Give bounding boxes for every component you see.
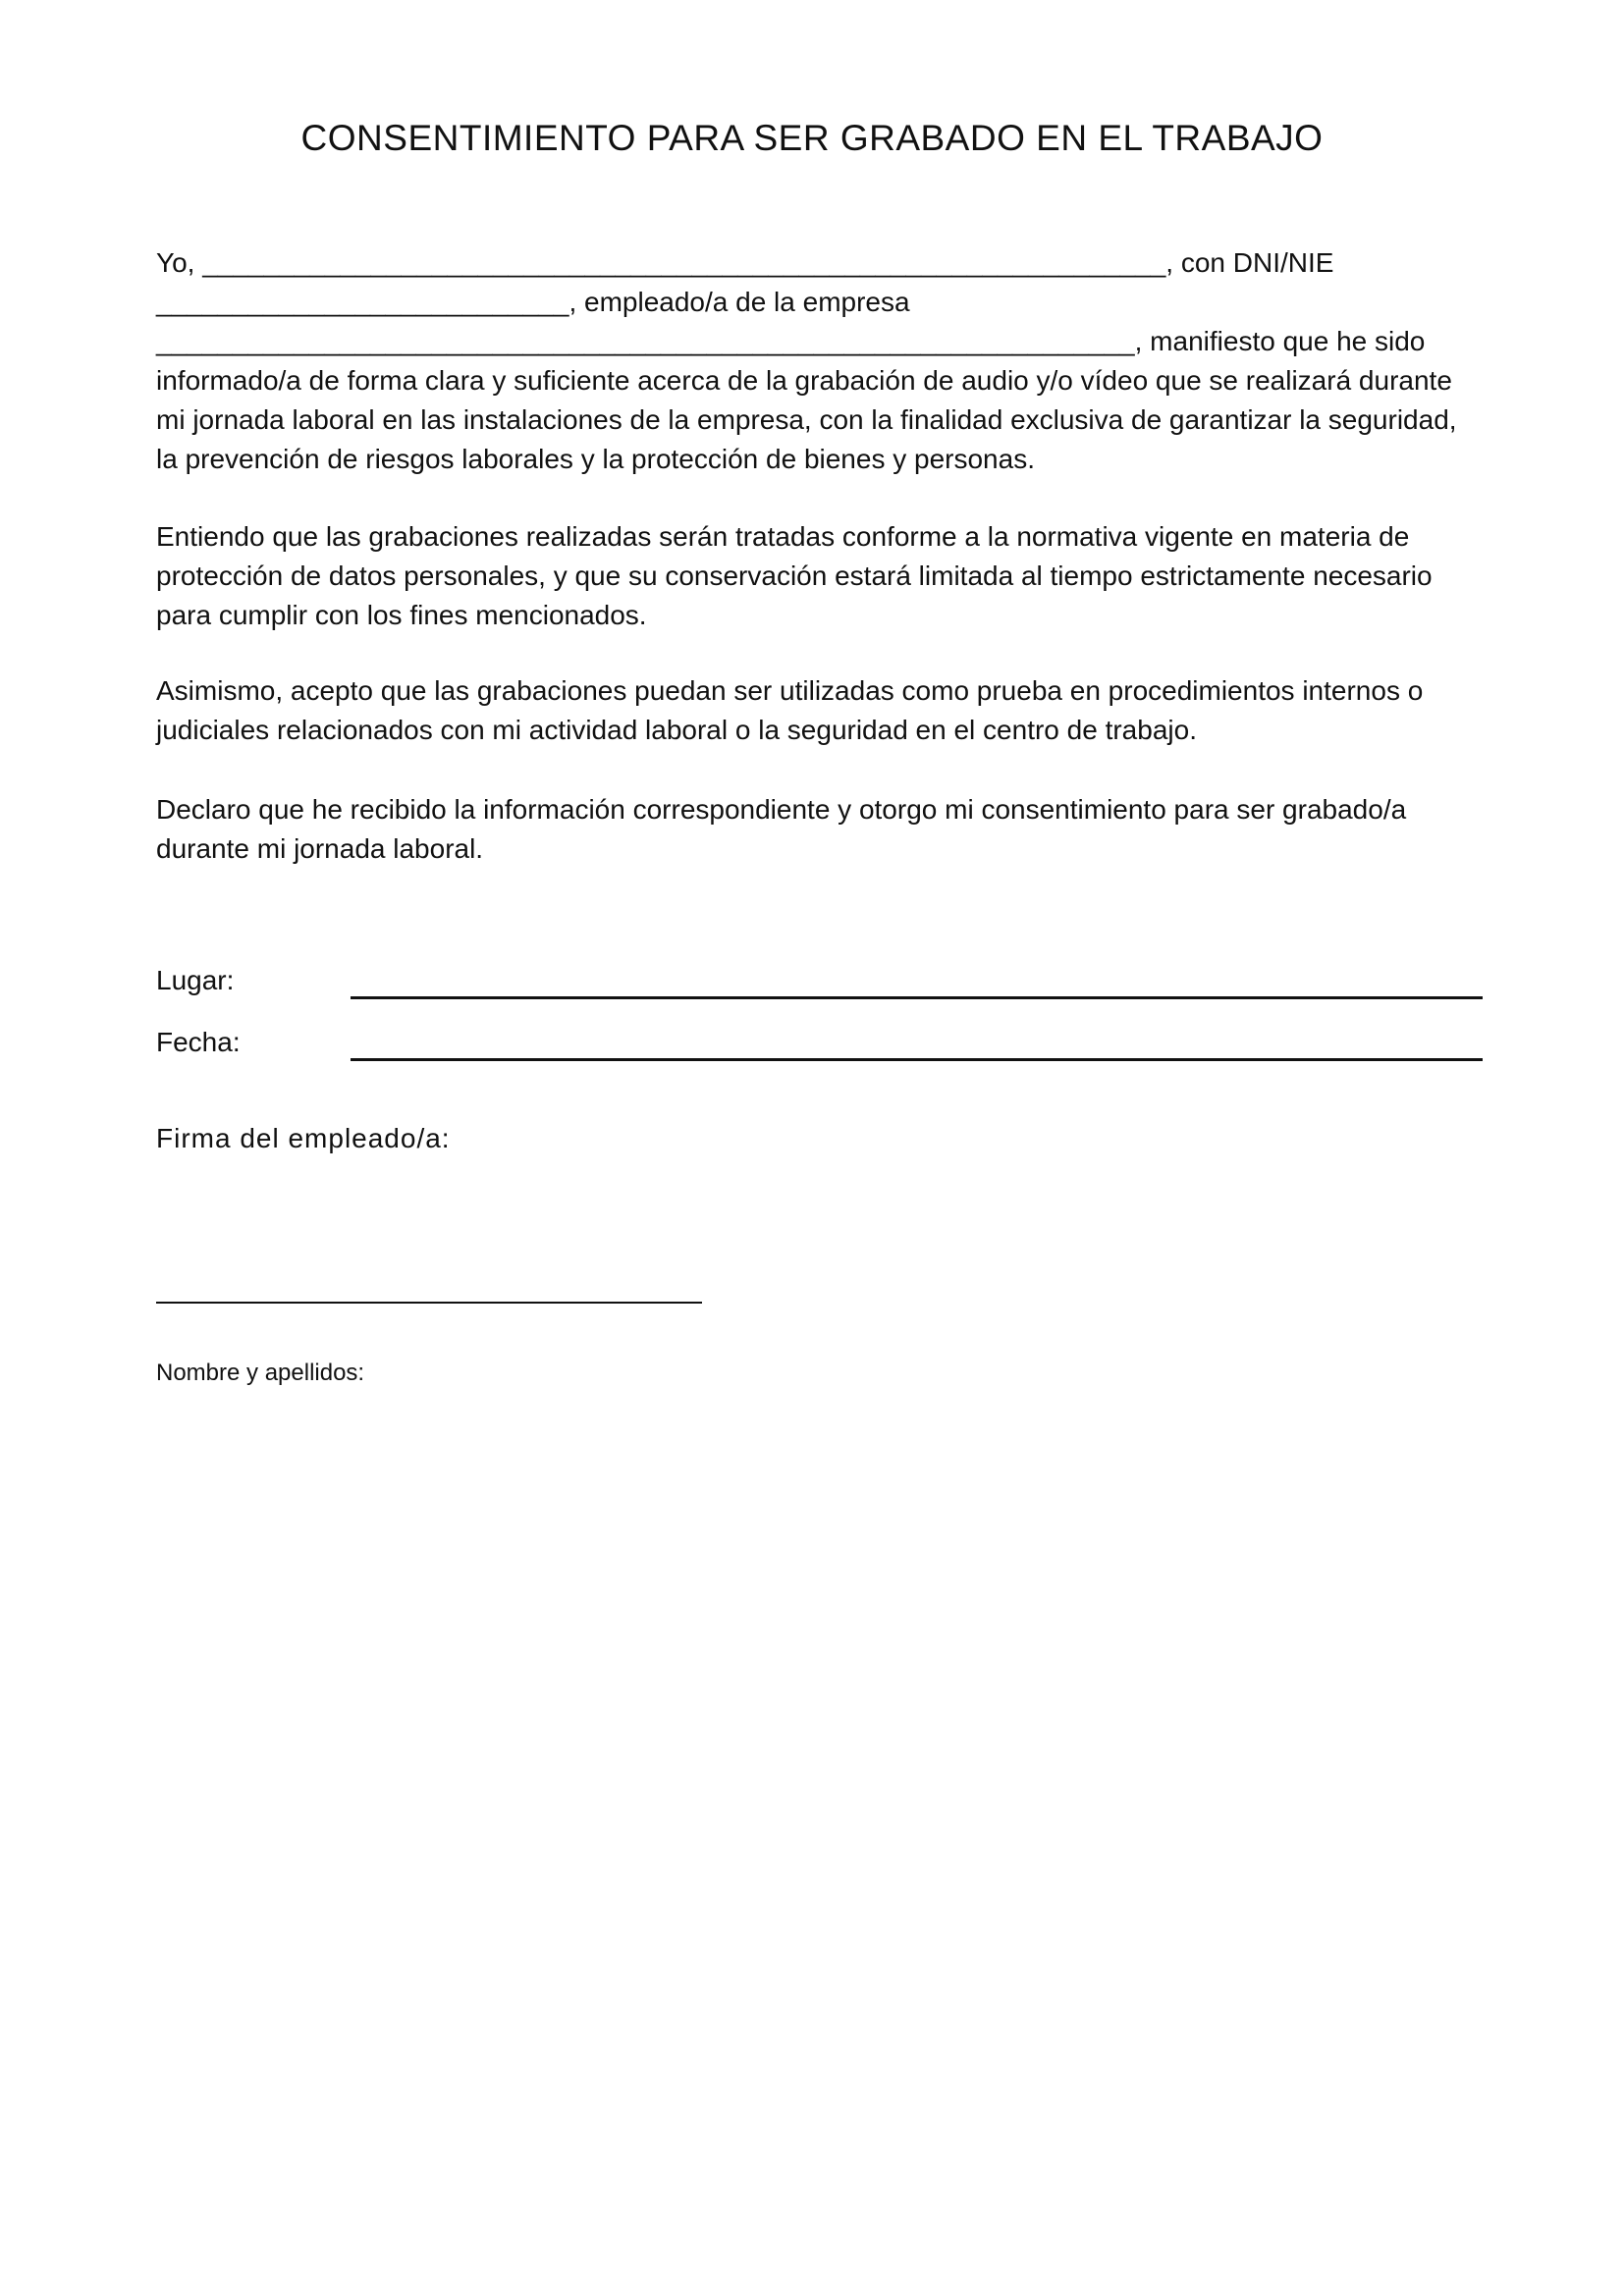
paragraph-evidence-use: Asimismo, acepto que las grabaciones puedan ser utilizadas como prueba en procedimientos internos o judiciales relacionados con mi actividad laboral o la seguridad en el centro de trabajo. (156, 675, 1424, 745)
signature-line[interactable] (156, 1302, 702, 1304)
lugar-label: Lugar: (156, 965, 235, 995)
fecha-label: Fecha: (156, 1027, 241, 1057)
document-title: CONSENTIMIENTO PARA SER GRABADO EN EL TRABAJO (300, 118, 1324, 158)
identification-line-1: Yo, _______________________________________________________________, con DNI/NIE (156, 247, 1334, 278)
full-name-label: Nombre y apellidos: (156, 1360, 365, 1386)
identification-line-3: ________________________________________________________________, manifiesto que he sido (156, 326, 1426, 356)
paragraph-data-protection: Entiendo que las grabaciones realizadas serán tratadas conforme a la normativa vigente en materia de protección de datos personales, y que su conservación estará limitada al tiempo estrictamente necesario para cumplir con los fines mencionados. (156, 521, 1433, 630)
lugar-field-line[interactable] (351, 996, 1483, 999)
identification-line-2: ___________________________, empleado/a de la empresa (156, 287, 910, 317)
paragraph-declaration: Declaro que he recibido la información correspondiente y otorgo mi consentimiento para ser grabado/a durante mi jornada laboral. (156, 794, 1407, 864)
paragraph-identification (156, 243, 1472, 479)
identification-text: informado/a de forma clara y suficiente acerca de la grabación de audio y/o vídeo que se realizará durante mi jornada laboral en las instalaciones de la empresa, con la finalidad exclusiva de garantizar la seguridad, la prevención de riesgos laborales y la protección de bienes y personas. (156, 365, 1457, 474)
fecha-field-line[interactable] (351, 1058, 1483, 1061)
signature-label: Firma del empleado/a: (156, 1123, 451, 1153)
